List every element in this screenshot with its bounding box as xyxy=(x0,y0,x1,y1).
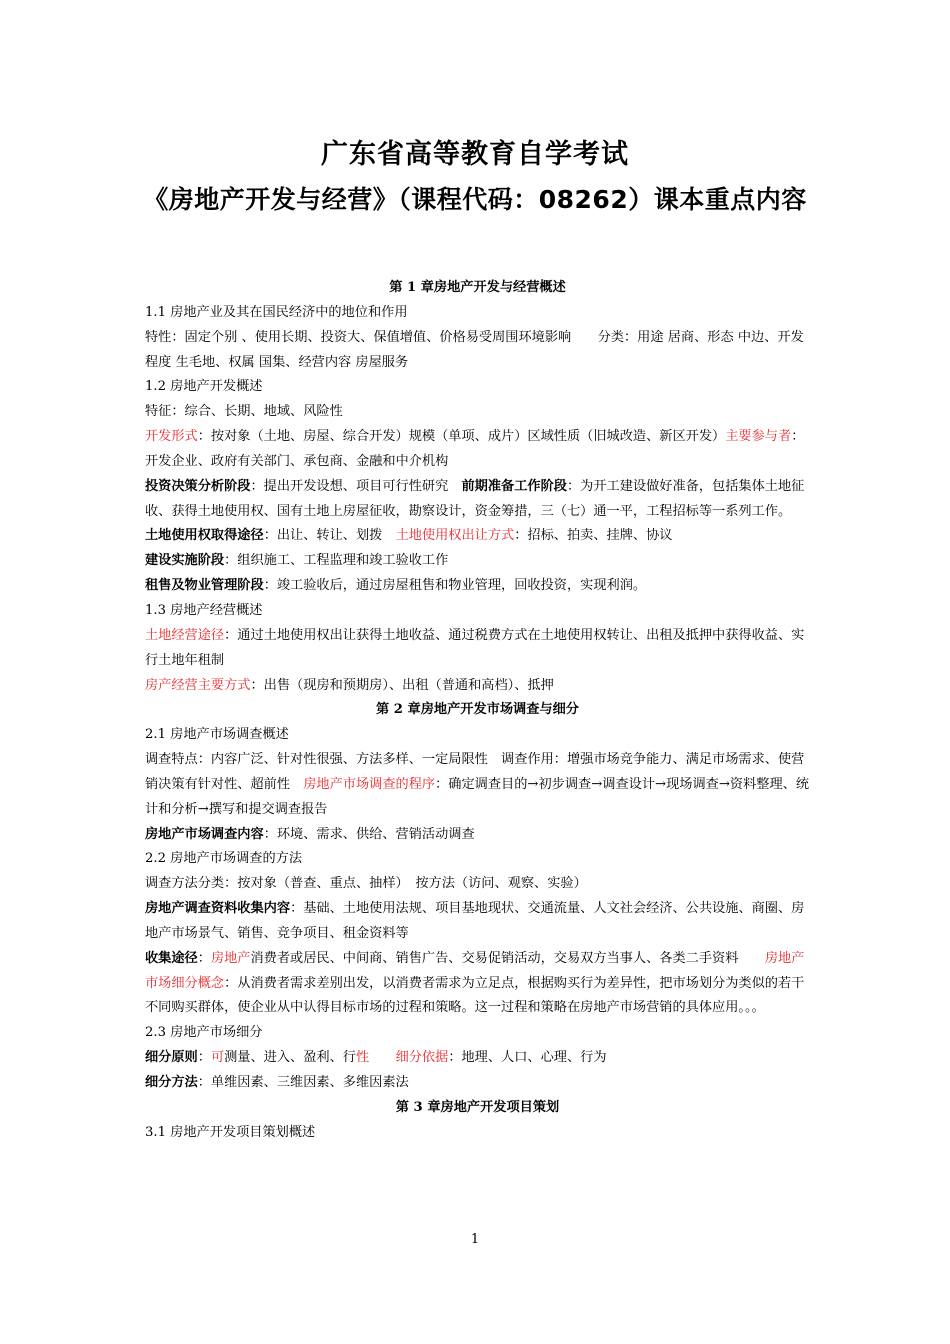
paragraph xyxy=(145,947,810,1022)
text-run: ：为开工建设做好准备，包括集体土地征收、获得土地使用权、国有土地上房屋征收，勘察设计，资金筹措，三（七）通一平，工程招标等一系列工作。 xyxy=(145,478,805,519)
text-run: ：组织施工、工程监理和竣工验收工作 xyxy=(224,553,449,569)
highlight-term: 房地产 xyxy=(210,950,251,966)
bold-term: 收集途径 xyxy=(145,950,198,966)
bold-term: 细分原则 xyxy=(145,1050,198,1066)
highlight-term: 可 xyxy=(210,1050,225,1066)
text-run: ： xyxy=(197,1050,211,1066)
text-run: 消费者或居民、中间商、销售广告、交易促销活动，交易双方当事人、各类二手资料 xyxy=(250,950,765,966)
text-run: ：地理、人口、心理、行为 xyxy=(448,1050,607,1066)
highlight-term: 主要参与者 xyxy=(725,429,792,445)
paragraph xyxy=(145,823,810,848)
paragraph xyxy=(145,574,810,599)
bold-term: 投资决策分析阶段 xyxy=(145,478,251,494)
section-2-1-heading: 2.1 房地产市场调查概述 xyxy=(145,727,289,743)
paragraph: 调查方法分类：按对象（普查、重点、抽样） 按方法（访问、观察、实验） xyxy=(145,876,587,892)
text-run xyxy=(369,1050,395,1065)
text-run: ：出让、转让、划拨 xyxy=(263,528,396,544)
highlight-term: 房产经营主要方式 xyxy=(145,677,251,693)
section-2-2-heading: 2.2 房地产市场调查的方法 xyxy=(145,851,303,867)
page-number: 1 xyxy=(470,1232,480,1247)
text-run: ：基础、土地使用法规、项目基地现状、交通流量、人文社会经济、公共设施、商圈、房地产市场景气、销售、竞争项目、租金资料等 xyxy=(145,901,805,941)
paragraph: 特性：固定个别 、使用长期、投资大、保值增值、价格易受周围环境影响 分类：用途 居商、形态 中边、开发程度 生毛地、权属 国集、经营内容 房屋服务 xyxy=(145,329,804,370)
highlight-term: 细分依据 xyxy=(395,1050,449,1066)
paragraph xyxy=(145,624,810,674)
document-body xyxy=(145,276,810,1146)
paragraph xyxy=(145,1046,810,1071)
section-1-2-heading: 1.2 房地产开发概述 xyxy=(145,379,263,395)
text-run: ：确定调查目的→初步调查→调查设计→现场调查→资料整理、统计和分析→撰写和提交调查报告 xyxy=(145,776,810,817)
highlight-term: 房地产市场调查的程序 xyxy=(303,776,436,792)
text-run: ：通过土地使用权出让获得土地收益、通过税费方式在土地使用权转让、出租及抵押中获得收益、实行土地年租制 xyxy=(145,627,805,668)
paragraph xyxy=(145,748,810,823)
document-title: 广东省高等教育自学考试 xyxy=(321,139,629,170)
bold-term: 细分方法 xyxy=(145,1075,198,1090)
highlight-term: 土地使用权出让方式 xyxy=(395,528,515,544)
paragraph xyxy=(145,524,810,549)
paragraph xyxy=(145,897,810,947)
bold-term: 建设实施阶段 xyxy=(145,553,225,569)
section-2-3-heading: 2.3 房地产市场细分 xyxy=(145,1025,263,1041)
chapter-1-heading: 第 1 章房地产开发与经营概述 xyxy=(389,280,566,295)
paragraph xyxy=(145,674,810,699)
text-run: ：提出开发设想、项目可行性研究 xyxy=(250,478,462,494)
text-run: ：单维因素、三维因素、多维因素法 xyxy=(197,1075,409,1090)
highlight-term: 土地经营途径 xyxy=(145,627,225,643)
text-run: ：按对象（土地、房屋、综合开发）规模（单项、成片）区域性质（旧城改造、新区开发） xyxy=(197,429,726,445)
highlight-term: 开发形式 xyxy=(145,429,198,445)
text-run: 测量、进入、盈利、行 xyxy=(224,1050,356,1066)
paragraph: 特征：综合、长期、地域、风险性 xyxy=(145,404,343,420)
text-run: ：竣工验收后，通过房屋租售和物业管理，回收投资，实现利润。 xyxy=(263,578,647,594)
highlight-term: 性 xyxy=(356,1050,370,1066)
section-1-3-heading: 1.3 房地产经营概述 xyxy=(145,602,263,618)
section-1-1-heading: 1.1 房地产业及其在国民经济中的地位和作用 xyxy=(145,304,408,320)
highlight-term: 房地产市场细分概念 xyxy=(145,950,805,991)
chapter-3-heading: 第 3 章房地产开发项目策划 xyxy=(395,1099,560,1115)
bold-term: 前期准备工作阶段 xyxy=(461,478,567,494)
paragraph xyxy=(145,425,810,475)
paragraph xyxy=(145,1071,810,1096)
bold-term: 房地产调查资料收集内容 xyxy=(145,901,291,917)
text-run: ：从消费者需求差别出发，以消费者需求为立足点，根据购买行为差异性，把市场划分为类似的若干不同购买群体，使企业从中认得目标市场的过程和策略。这一过程和策略在房地产市场营销的具体应用。。。 xyxy=(145,975,805,1016)
bold-term: 房地产市场调查内容 xyxy=(145,826,264,842)
chapter-2-heading: 第 2 章房地产开发市场调查与细分 xyxy=(376,702,579,718)
text-run: ： xyxy=(197,950,211,966)
section-3-1-heading: 3.1 房地产开发项目策划概述 xyxy=(145,1124,316,1140)
bold-term: 土地使用权取得途径 xyxy=(145,528,264,544)
text-run: ：开发企业、政府有关部门、承包商、金融和中介机构 xyxy=(145,429,805,469)
paragraph xyxy=(145,549,810,574)
text-run: 调查特点：内容广泛、针对性很强、方法多样、一定局限性 调查作用：增强市场竞争能力、满足市场需求、使营销决策有针对性、超前性 xyxy=(145,752,805,792)
text-run: ：出售（现房和预期房）、出租（普通和高档）、抵押 xyxy=(250,677,554,693)
text-run: ：招标、拍卖、挂牌、协议 xyxy=(514,528,673,544)
paragraph xyxy=(145,475,810,525)
document-subtitle: 《房地产开发与经营》（课程代码：08262）课本重点内容 xyxy=(143,185,807,214)
bold-term: 租售及物业管理阶段 xyxy=(145,578,264,594)
text-run: ：环境、需求、供给、营销活动调查 xyxy=(263,826,475,842)
